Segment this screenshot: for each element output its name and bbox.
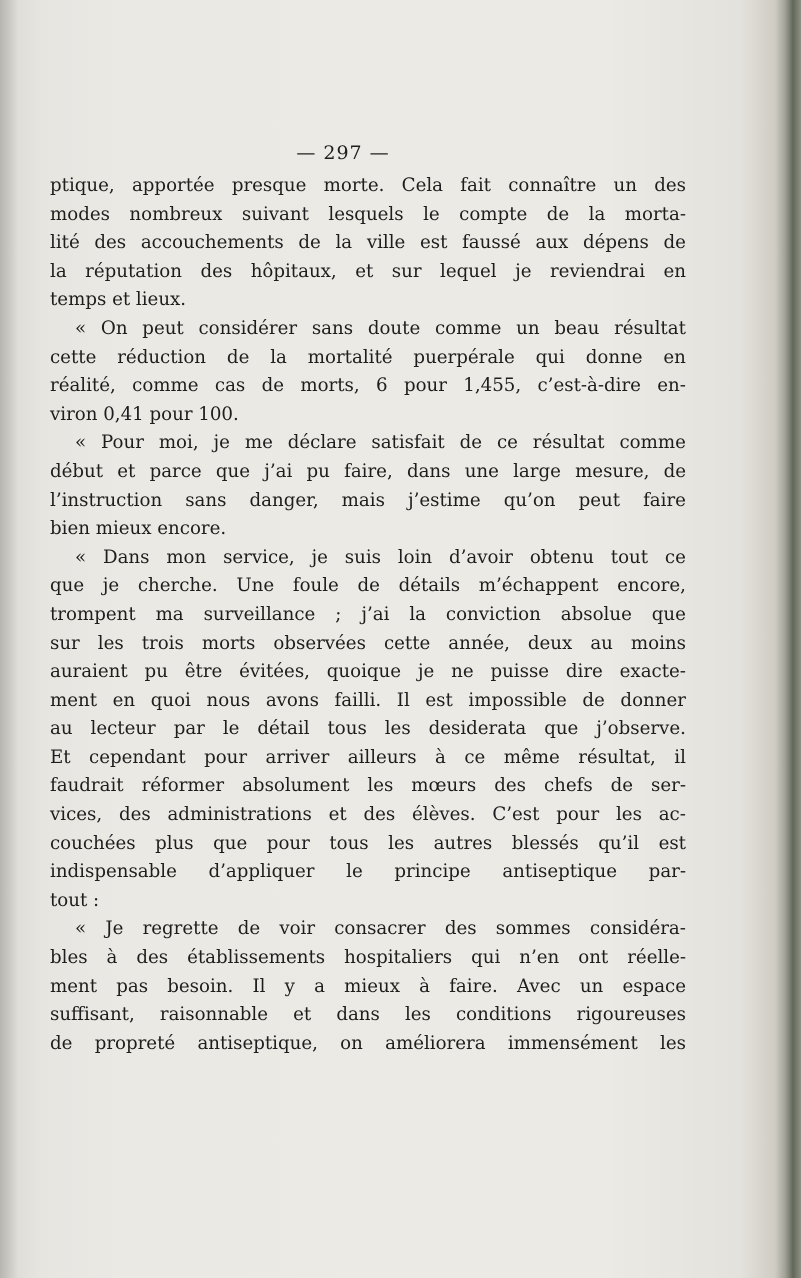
text-line: « Je regrette de voir consacrer des sommes considéra- — [75, 918, 686, 940]
text-line: viron 0,41 pour 100. — [50, 403, 239, 425]
text-line: ptique, apportée presque morte. Cela fait connaître un des — [50, 175, 686, 196]
text-line: cette réduction de la mortalité puerpérale qui donne en — [50, 346, 686, 368]
text-line: la réputation des hôpitaux, et sur lequel je reviendrai en — [50, 260, 686, 282]
page-number: — 297 — — [296, 142, 390, 164]
page-binding-edge — [775, 0, 801, 1278]
text-line: lité des accouchements de la ville est faussé aux dépens de — [50, 232, 686, 254]
text-line: ment pas besoin. Il y a mieux à faire. Avec un espace — [50, 975, 686, 997]
text-line: indispensable d’appliquer le principe antiseptique par- — [50, 861, 686, 883]
text-line: au lecteur par le détail tous les desiderata que j’observe. — [50, 718, 686, 740]
text-line: début et parce que j’ai pu faire, dans une large mesure, de — [50, 460, 686, 482]
page-left-shadow — [0, 0, 18, 1278]
text-line: auraient pu être évitées, quoique je ne puisse dire exacte- — [50, 661, 686, 683]
text-line: couchées plus que pour tous les autres blessés qu’il est — [50, 832, 686, 854]
text-line: « Dans mon service, je suis loin d’avoir obtenu tout ce — [75, 546, 686, 568]
text-line: réalité, comme cas de morts, 6 pour 1,455, c’est-à-dire en- — [50, 375, 686, 397]
text-line: bles à des établissements hospitaliers qui n’en ont réelle- — [50, 947, 686, 969]
text-line: sur les trois morts observées cette année, deux au moins — [50, 632, 686, 654]
text-line: ment en quoi nous avons failli. Il est impossible de donner — [50, 689, 686, 711]
text-line: que je cherche. Une foule de détails m’échappent encore, — [50, 575, 686, 597]
text-line: l’instruction sans danger, mais j’estime qu’on peut faire — [50, 489, 686, 511]
text-line: suffisant, raisonnable et dans les conditions rigoureuses — [50, 1004, 686, 1026]
text-line: « On peut considérer sans doute comme un beau résultat — [75, 317, 686, 339]
text-line: trompent ma surveillance ; j’ai la conviction absolue que — [50, 603, 686, 625]
text-line: bien mieux encore. — [50, 518, 227, 540]
text-line: de propreté antiseptique, on améliorera immensément les — [50, 1032, 686, 1054]
text-line: vices, des administrations et des élèves. C’est pour les ac- — [50, 804, 686, 826]
text-line: modes nombreux suivant lesquels le compte de la morta- — [50, 203, 686, 225]
body-text — [50, 172, 686, 1058]
text-line: faudrait réformer absolument les mœurs des chefs de ser- — [50, 775, 686, 797]
text-line: tout : — [50, 889, 100, 911]
text-line: Et cependant pour arriver ailleurs à ce même résultat, il — [50, 746, 686, 768]
text-line: « Pour moi, je me déclare satisfait de ce résultat comme — [75, 432, 686, 454]
text-line: temps et lieux. — [50, 289, 187, 311]
